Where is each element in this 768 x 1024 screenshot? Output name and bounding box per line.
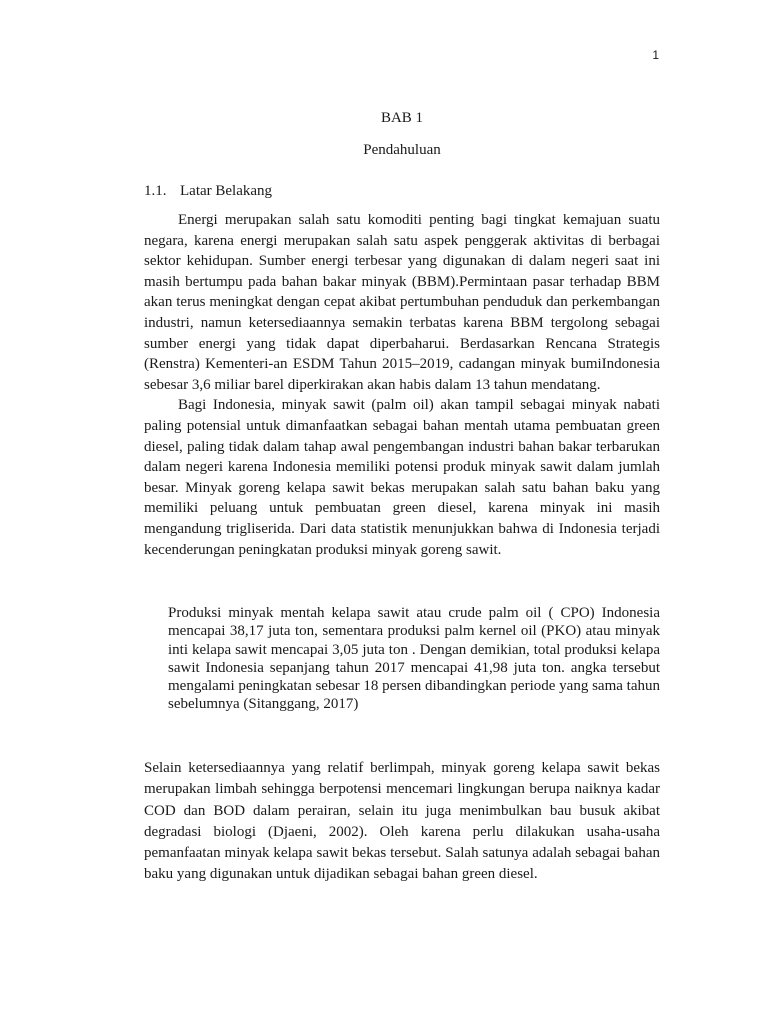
chapter-subtitle: Pendahuluan: [363, 142, 441, 158]
page-number: 1: [652, 48, 659, 62]
paragraph: Selain ketersediaannya yang relatif berlimpah, minyak goreng kelapa sawit bekas merupakan limbah sehingga berpotensi mencemari lingkungan berupa naiknya kadar COD dan BOD dalam perairan, selain itu juga menimbulkan bau busuk akibat degradasi biologi (Djaeni, 2002). Oleh karena perlu dilakukan usaha-usaha pemanfaatan minyak kelapa sawit bekas tersebut. Salah satunya adalah sebagai bahan baku yang digunakan untuk dijadikan sebagai bahan green diesel.: [144, 760, 660, 883]
paragraph: Energi merupakan salah satu komoditi penting bagi tingkat kemajuan suatu negara, karena energi merupakan salah satu aspek penggerak aktivitas di berbagai sektor kehidupan. Sumber energi terbesar yang digunakan di dalam negeri saat ini masih bertumpu pada bahan bakar minyak (BBM).Permintaan pasar terhadap BBM akan terus meningkat dengan cepat akibat pertumbuhan penduduk dan perkembangan industri, namun ketersediaannya semakin terbatas karena BBM tergolong sebagai sumber energi yang tidak dapat diperbaharui. Berdasarkan Rencana Strategis (Renstra) Kementeri-an ESDM Tahun 2015–2019, cadangan minyak bumiIndonesia sebesar 3,6 miliar barel diperkirakan akan habis dalam 13 tahun mendatang.: [144, 212, 660, 393]
paragraph: Bagi Indonesia, minyak sawit (palm oil) akan tampil sebagai minyak nabati paling potensial untuk dimanfaatkan sebagai bahan mentah utama pembuatan green diesel, paling tidak dalam tahap awal pengembangan industri bahan bakar terbarukan dalam negeri karena Indonesia memiliki potensi produk minyak sawit dalam jumlah besar. Minyak goreng kelapa sawit bekas merupakan salah satu bahan baku yang memiliki peluang untuk pembuatan green diesel, karena minyak ini masih mengandung trigliserida. Dari data statistik menunjukkan bahwa di Indonesia terjadi kecenderungan peningkatan produksi minyak goreng sawit.: [144, 397, 660, 558]
section-title: Latar Belakang: [180, 183, 273, 199]
quote-text: Produksi minyak mentah kelapa sawit atau crude palm oil ( CPO) Indonesia mencapai 38,17 juta ton, sementara produksi palm kernel oil (PKO) atau minyak inti kelapa sawit mencapai 3,05 juta ton . Dengan demikian, total produksi kelapa sawit Indonesia sepanjang tahun 2017 mencapai 41,98 juta ton. angka tersebut mengalami peningkatan sebesar 18 persen dibandingkan periode yang sama tahun sebelumnya (Sitanggang, 2017): [168, 605, 660, 713]
closing-paragraph: [144, 758, 660, 886]
chapter-title: BAB 1: [380, 110, 424, 126]
block-quote: [168, 604, 660, 714]
intro-paragraphs: [144, 210, 660, 560]
section-number: 1.1.: [144, 183, 167, 199]
section-heading: [144, 181, 272, 201]
